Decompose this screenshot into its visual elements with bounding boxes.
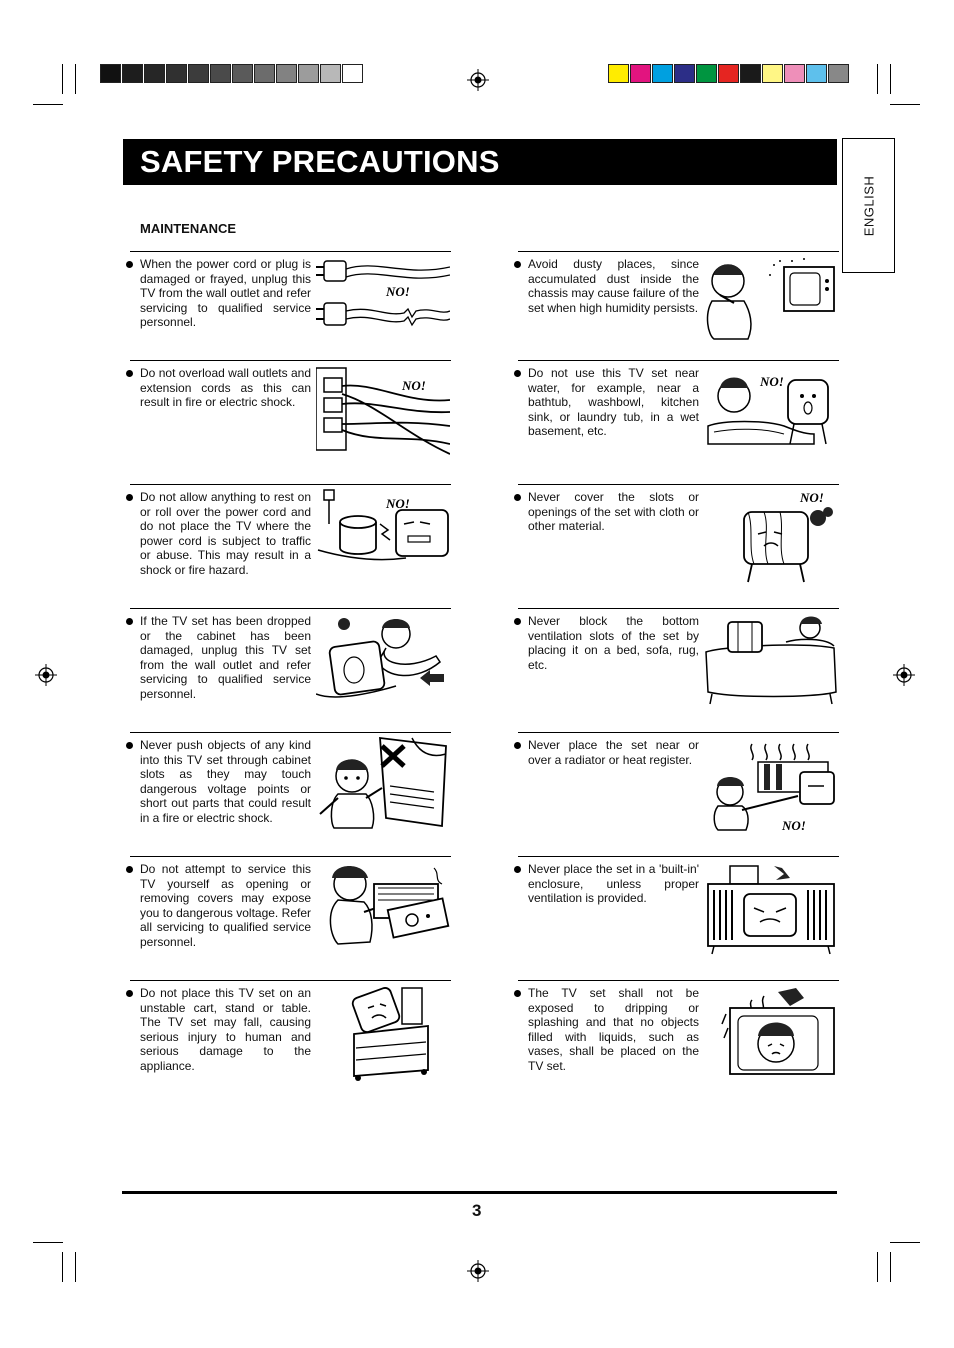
item-divider <box>130 980 451 981</box>
item-divider <box>518 608 839 609</box>
precaution-text: Do not place this TV set on an unstable cart, stand or table. The TV set may fall, causing serious injury to human and serious damage to the appliance. <box>140 986 311 1073</box>
no-badge: NO! <box>782 818 806 833</box>
precaution-item <box>518 980 839 1090</box>
item-divider <box>518 732 839 733</box>
color-swatch <box>144 64 165 83</box>
precaution-item <box>130 980 451 1090</box>
no-badge: NO! <box>386 496 410 511</box>
color-swatch <box>232 64 253 83</box>
bullet <box>126 370 133 377</box>
color-swatch <box>652 64 673 83</box>
precaution-text: Avoid dusty places, since accumulated dust inside the chassis may cause failure of the set when high humidity persists. <box>528 257 699 315</box>
bullet <box>126 618 133 625</box>
precaution-text: Do not overload wall outlets and extension cords as this can result in fire or electric shock. <box>140 366 311 409</box>
precaution-text: Never cover the slots or openings of the set with cloth or other material. <box>528 490 699 533</box>
precaution-item <box>130 360 451 470</box>
frayed-cord-icon <box>316 255 450 355</box>
unstable-cart-icon <box>316 984 450 1084</box>
cord-under-object-icon <box>316 488 450 588</box>
precaution-text: Never place the set near or over a radiator or heat register. <box>528 738 699 767</box>
object-in-slot-icon <box>316 736 450 836</box>
precaution-text: Never push objects of any kind into this TV set through cabinet slots as they may touch dangerous voltage points or short out parts that could result in a fire or electric shock. <box>140 738 311 825</box>
color-swatch <box>100 64 121 83</box>
bullet <box>514 742 521 749</box>
color-swatch <box>342 64 363 83</box>
section-heading: MAINTENANCE <box>140 221 237 236</box>
precaution-item <box>518 608 839 718</box>
registration-mark-icon <box>35 664 57 686</box>
precaution-item <box>518 484 839 594</box>
page-number: 3 <box>472 1201 482 1220</box>
no-badge: NO! <box>760 374 784 389</box>
title-bar <box>123 139 837 185</box>
precaution-text: Never block the bottom ventilation slots of the set by placing it on a bed, sofa, rug, etc. <box>528 614 699 672</box>
color-swatch <box>166 64 187 83</box>
color-swatch <box>762 64 783 83</box>
bullet <box>514 990 521 997</box>
item-divider <box>130 732 451 733</box>
item-divider <box>518 251 839 252</box>
footer-divider <box>122 1191 837 1194</box>
color-swatch <box>188 64 209 83</box>
item-divider <box>518 980 839 981</box>
registration-mark-icon <box>893 664 915 686</box>
precaution-text: Do not allow anything to rest on or roll over the power cord and do not place the TV where the power cord is subject to traffic or abuse. This may result in a shock or fire hazard. <box>140 490 311 577</box>
color-swatch <box>696 64 717 83</box>
color-swatch <box>608 64 629 83</box>
tv-near-water-icon <box>704 364 838 464</box>
registration-mark-icon <box>467 69 489 91</box>
color-swatch <box>740 64 761 83</box>
registration-mark-icon <box>467 1260 489 1282</box>
precaution-item <box>130 608 451 718</box>
language-tab-label: ENGLISH <box>861 175 876 236</box>
color-swatch <box>254 64 275 83</box>
bullet <box>126 742 133 749</box>
precaution-item <box>130 251 451 361</box>
precaution-text: Do not use this TV set near water, for example, near a bathtub, washbowl, kitchen sink, or laundry tub, in a wet basement, etc. <box>528 366 699 438</box>
no-badge: NO! <box>800 490 824 505</box>
bullet <box>514 261 521 268</box>
precaution-item <box>130 856 451 966</box>
color-swatch <box>674 64 695 83</box>
precaution-item <box>130 732 451 842</box>
color-swatch <box>630 64 651 83</box>
no-badge: NO! <box>402 378 426 393</box>
precaution-item <box>518 251 839 361</box>
item-divider <box>518 856 839 857</box>
bullet <box>126 261 133 268</box>
item-divider <box>130 360 451 361</box>
page-title: SAFETY PRECAUTIONS <box>140 144 500 179</box>
precaution-text: Never place the set in a 'built-in' enclosure, unless proper ventilation is provided. <box>528 862 699 905</box>
color-swatch <box>298 64 319 83</box>
bullet <box>514 370 521 377</box>
color-swatch <box>784 64 805 83</box>
precaution-text: Do not attempt to service this TV yourself as opening or removing covers may expose you to dangerous voltage. Refer all servicing to qualified service personnel. <box>140 862 311 949</box>
bullet <box>126 990 133 997</box>
tv-near-radiator-icon <box>704 736 838 836</box>
precaution-item <box>130 484 451 594</box>
precaution-text: When the power cord or plug is damaged or frayed, unplug this TV from the wall outlet and refer servicing to qualified service personnel. <box>140 257 311 329</box>
no-badge: NO! <box>386 284 410 299</box>
item-divider <box>130 856 451 857</box>
tv-on-bed-icon <box>704 612 838 712</box>
overloaded-outlet-icon <box>316 364 450 464</box>
color-swatch <box>718 64 739 83</box>
color-swatch <box>320 64 341 83</box>
dripping-liquid-icon <box>704 984 838 1084</box>
item-divider <box>130 251 451 252</box>
covered-tv-icon <box>704 488 838 588</box>
color-swatch <box>276 64 297 83</box>
item-divider <box>518 360 839 361</box>
precaution-text: If the TV set has been dropped or the cabinet has been damaged, unplug this TV set from the wall outlet and refer servicing to qualified service personnel. <box>140 614 311 701</box>
bullet <box>514 494 521 501</box>
dropped-tv-icon <box>316 612 450 712</box>
item-divider <box>130 484 451 485</box>
color-swatch <box>210 64 231 83</box>
color-swatch <box>122 64 143 83</box>
precaution-item <box>518 732 839 842</box>
item-divider <box>130 608 451 609</box>
color-swatch <box>828 64 849 83</box>
precaution-item <box>518 360 839 470</box>
bullet <box>126 494 133 501</box>
built-in-enclosure-icon <box>704 860 838 960</box>
bullet <box>126 866 133 873</box>
precaution-text: The TV set shall not be exposed to dripping or splashing and that no objects filled with liquids, such as vases, shall be placed on the TV set. <box>528 986 699 1073</box>
bullet <box>514 866 521 873</box>
bullet <box>514 618 521 625</box>
dusty-tv-icon <box>704 255 838 355</box>
language-tab <box>842 138 895 273</box>
color-swatch <box>806 64 827 83</box>
item-divider <box>518 484 839 485</box>
precaution-item <box>518 856 839 966</box>
self-service-icon <box>316 860 450 960</box>
